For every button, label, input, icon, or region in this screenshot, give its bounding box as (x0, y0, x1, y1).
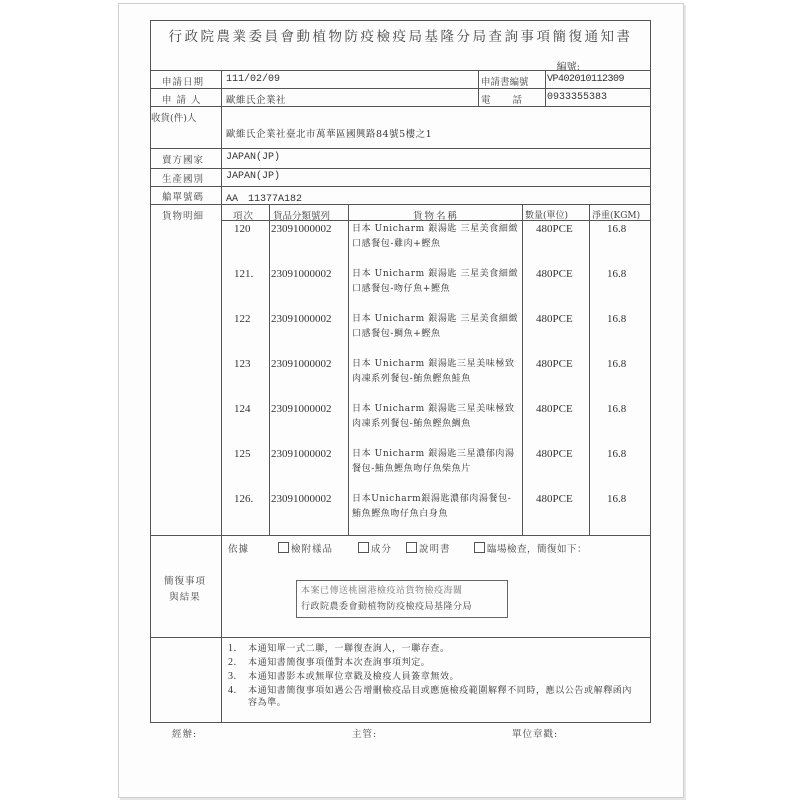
row-qty: 480PCE (536, 223, 573, 235)
row-qty: 480PCE (536, 448, 573, 460)
row-qty: 480PCE (536, 493, 573, 505)
divider (348, 204, 349, 535)
note-text: 本通知單一式二聯，一聯復查詢人，一聯存查。 (248, 644, 450, 654)
divider (150, 106, 651, 107)
row-weight: 16.8 (607, 313, 627, 325)
row-weight: 16.8 (607, 448, 627, 460)
checkbox-icon[interactable] (474, 542, 485, 553)
checkbox-icon[interactable] (278, 542, 289, 553)
applicant-label: 申 請 人 (162, 95, 202, 106)
row-item: 126. (234, 493, 254, 505)
row-weight: 16.8 (607, 403, 627, 415)
row-code: 23091000002 (271, 223, 332, 235)
row-weight: 16.8 (607, 358, 627, 370)
applicant-value: 歐維氏企業社 (226, 95, 287, 106)
option-label: 臨場檢查，簡復如下： (487, 544, 588, 555)
note-number: 2. (228, 657, 237, 668)
option-label: 說明書 (419, 544, 451, 555)
col-item: 項次 (233, 211, 255, 222)
stamp-line-1: 本案已傳送桃園港檢疫站貨物檢疫海關 (301, 586, 463, 596)
row-name: 日本 Unicharm 銀湯匙三星美味極致肉凍系列餐包-鮪魚鰹魚鮭魚 (352, 359, 515, 384)
waybill-label: 艙單號碼 (162, 192, 205, 203)
row-qty: 480PCE (536, 313, 573, 325)
divider (150, 637, 651, 638)
official-stamp (296, 580, 508, 618)
row-code: 23091000002 (271, 448, 332, 460)
note-item (228, 685, 640, 709)
divider (221, 70, 222, 723)
unit-stamp-label: 單位章戳: (512, 729, 559, 740)
option-manual[interactable] (406, 541, 451, 555)
row-item: 125 (234, 448, 251, 460)
note-number: 1. (228, 643, 237, 654)
row-item: 123 (234, 358, 251, 370)
col-weight: 淨重(KGM) (592, 211, 641, 221)
divider (150, 70, 651, 71)
row-name: 日本 Unicharm 銀湯匙三星美味極致肉凍系列餐包-鮪魚鰹魚鯛魚 (352, 404, 515, 429)
origin-country-value: JAPAN(JP) (226, 171, 281, 182)
row-code: 23091000002 (271, 313, 332, 325)
supervisor-label: 主管: (352, 729, 378, 740)
goods-detail-label: 貨物明細 (162, 211, 205, 222)
note-item (228, 643, 450, 655)
row-name: 日本 Unicharm 銀湯匙 三星美食細緻口感餐包-雞肉+鰹魚 (352, 224, 519, 249)
row-weight: 16.8 (607, 493, 627, 505)
row-qty: 480PCE (536, 268, 573, 280)
row-code: 23091000002 (271, 268, 332, 280)
divider (150, 535, 651, 536)
divider (545, 70, 546, 106)
phone-value: 0933355383 (547, 92, 608, 103)
col-name: 貨物名稱 (413, 211, 460, 222)
row-weight: 16.8 (607, 268, 627, 280)
row-qty: 480PCE (536, 358, 573, 370)
divider (269, 204, 270, 535)
handler-label: 經辦: (172, 729, 198, 740)
serial-label: 編號: (556, 62, 580, 73)
origin-country-label: 生產國別 (162, 174, 205, 185)
divider (589, 204, 590, 535)
waybill-value: AA 11377A182 (226, 194, 303, 205)
seller-country-value: JAPAN(JP) (226, 152, 281, 163)
checkbox-icon[interactable] (358, 542, 369, 553)
row-code: 23091000002 (271, 358, 332, 370)
option-ingredients[interactable] (358, 541, 392, 555)
checkbox-icon[interactable] (406, 542, 417, 553)
row-name: 日本 Unicharm 銀湯匙 三星美食細緻口感餐包-鯛魚+鰹魚 (352, 314, 519, 339)
row-name: 日本 Unicharm 銀湯匙 三星美食細緻口感餐包-吻仔魚+鰹魚 (352, 269, 519, 294)
apply-date-label: 申請日期 (162, 77, 205, 88)
application-no-value: VP402010112309 (547, 74, 625, 85)
row-code: 23091000002 (271, 493, 332, 505)
consignee-label: 收貨(件)人 (151, 113, 197, 124)
row-qty: 480PCE (536, 403, 573, 415)
option-sample[interactable] (278, 541, 333, 555)
option-label: 檢附樣品 (291, 544, 334, 555)
note-text: 本通知書影本或無單位章戳及檢疫人員簽章無效。 (248, 672, 460, 682)
col-code: 貨品分類號列 (273, 211, 331, 222)
note-text: 本通知書簡復事項如遇公告增刪檢疫品目或應施檢疫範圍解釋不同時，應以公告或解釋函內容為準。 (248, 686, 633, 708)
divider (150, 148, 651, 149)
row-name: 日本 Unicharm 銀湯匙三星濃郁肉湯餐包-鮪魚鰹魚吻仔魚柴魚片 (352, 449, 515, 474)
note-number: 4. (228, 685, 237, 696)
document-title: 行政院農業委員會動植物防疫檢疫局基隆分局查詢事項簡復通知書 (168, 29, 633, 45)
option-onsite[interactable] (474, 541, 587, 555)
option-label: 成分 (371, 544, 393, 555)
note-item (228, 657, 430, 669)
note-number: 3. (228, 671, 237, 682)
divider (150, 88, 651, 89)
row-item: 121. (234, 268, 254, 280)
application-no-label: 申請書編號 (481, 77, 529, 88)
reply-section-label: 簡復事項與結果 (163, 576, 206, 603)
phone-label: 電 話 (481, 95, 524, 106)
row-item: 120 (234, 223, 251, 235)
row-name: 日本Unicharm銀湯匙濃郁肉湯餐包-鮪魚鰹魚吻仔魚白身魚 (352, 494, 512, 519)
divider (150, 186, 651, 187)
note-item (228, 671, 459, 683)
row-code: 23091000002 (271, 403, 332, 415)
divider (478, 70, 479, 106)
row-weight: 16.8 (607, 223, 627, 235)
apply-date-value: 111/02/09 (226, 74, 281, 85)
row-item: 124 (234, 403, 251, 415)
consignee-value: 歐維氏企業社臺北市萬華區國興路84號5樓之1 (226, 129, 433, 140)
note-text: 本通知書簡復事項僅對本次查詢事項判定。 (248, 658, 431, 668)
divider (150, 168, 651, 169)
col-qty: 數量(單位) (525, 211, 569, 221)
row-item: 122 (234, 313, 251, 325)
basis-label: 依據 (228, 544, 250, 555)
divider (522, 204, 523, 535)
seller-country-label: 賣方國家 (162, 155, 205, 166)
stamp-line-2: 行政院農委會動植物防疫檢疫局基隆分局 (301, 602, 473, 612)
